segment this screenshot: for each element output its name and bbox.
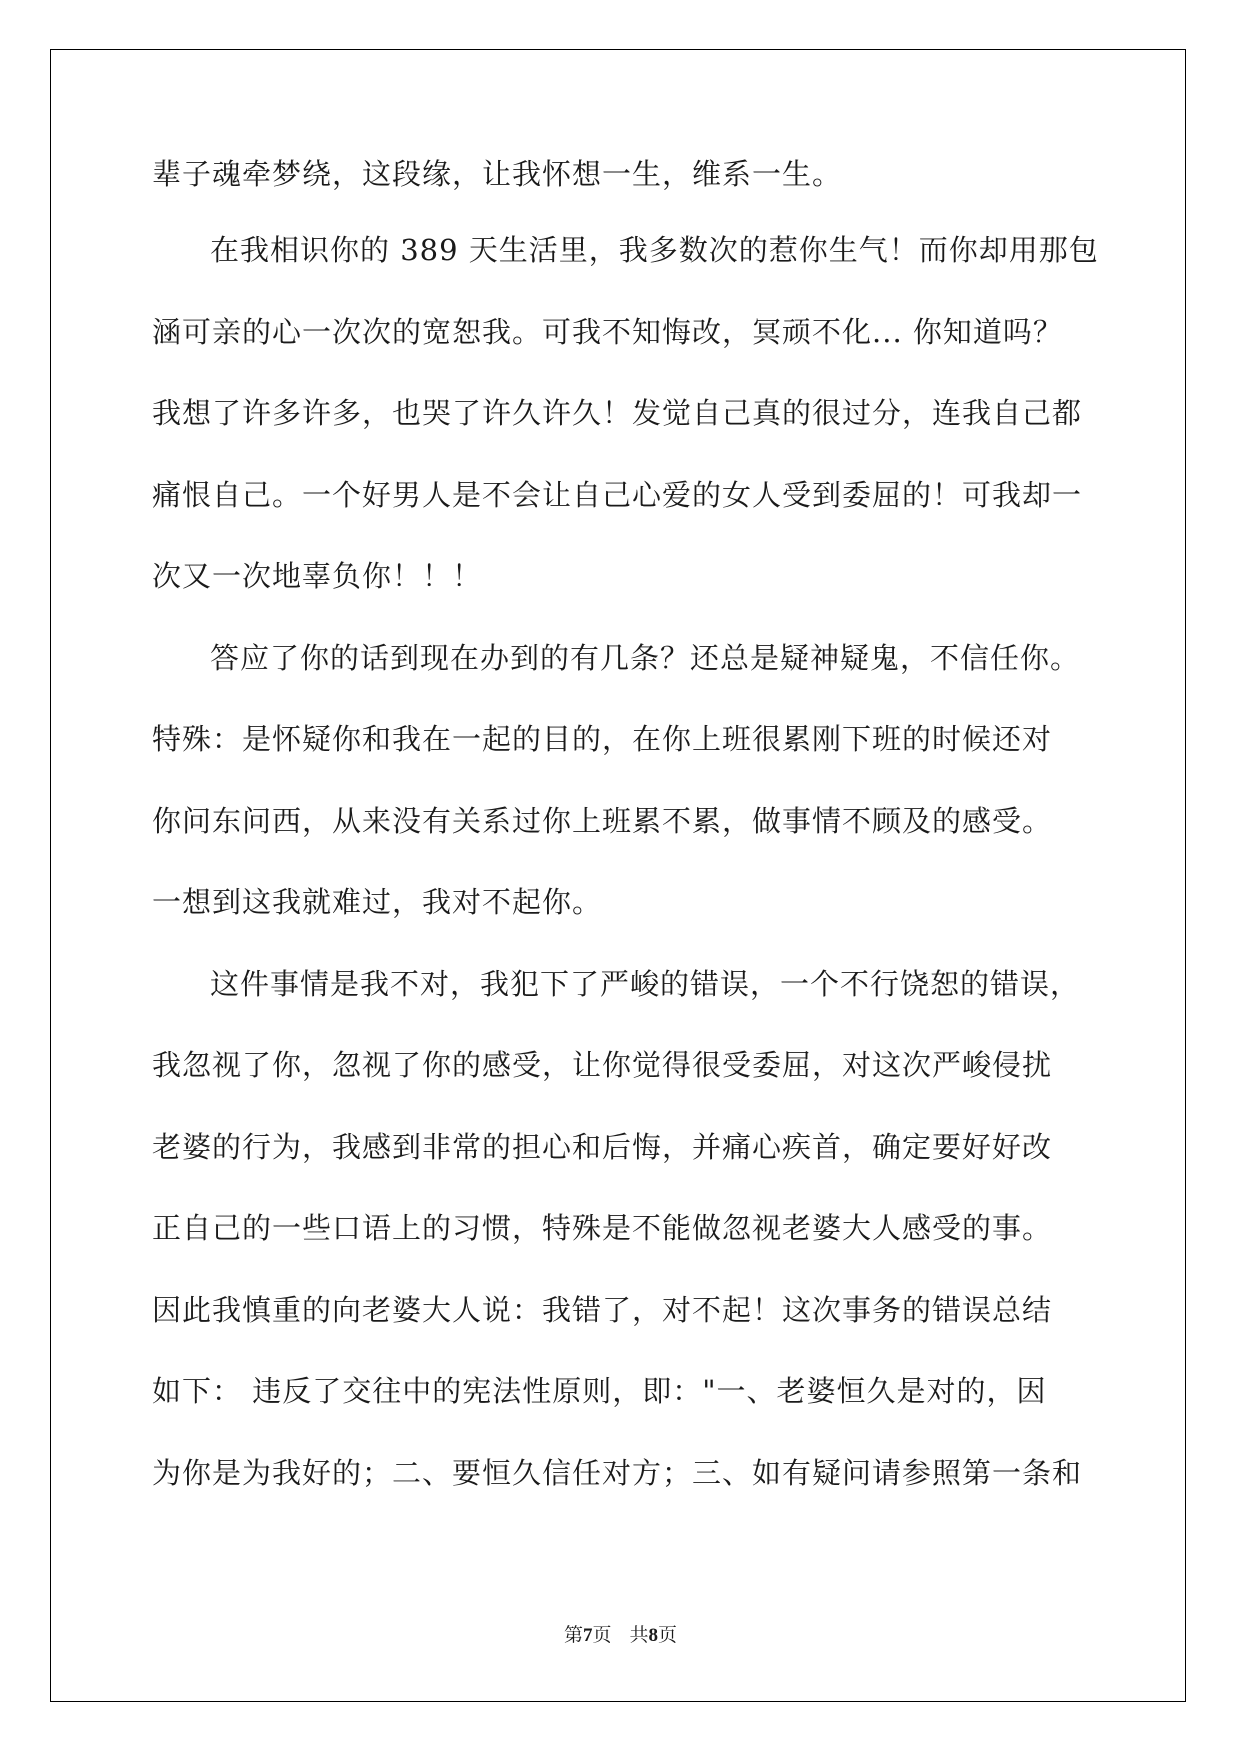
text-line: 痛恨自己。一个好男人是不会让自己心爱的女人受到委屈的！可我却一: [152, 478, 1083, 512]
text-line: 答应了你的话到现在办到的有几条？还总是疑神疑鬼，不信任你。: [210, 641, 1081, 675]
text-line: 涵可亲的心一次次的宽恕我。可我不知悔改，冥顽不化... 你知道吗？: [152, 315, 1063, 349]
page-footer: [0, 1620, 1241, 1647]
text-line: 如下： 违反了交往中的宪法性原则，即："一、老婆恒久是对的，因: [152, 1374, 1047, 1408]
page-current: 7: [582, 1625, 593, 1646]
text-line: 在我相识你的 389 天生活里，我多数次的惹你生气！而你却用那包: [210, 233, 1099, 267]
text-line: 老婆的行为，我感到非常的担心和后悔，并痛心疾首，确定要好好改: [152, 1130, 1053, 1164]
text-line: 你问东问西，从来没有关系过你上班累不累，做事情不顾及的感受。: [152, 804, 1053, 838]
page-total: 8: [648, 1625, 659, 1646]
text-line: 为你是为我好的；二、要恒久信任对方；三、如有疑问请参照第一条和: [152, 1456, 1083, 1490]
text-line: 次又一次地辜负你！！！: [152, 559, 483, 593]
text-line: 一想到这我就难过，我对不起你。: [152, 885, 603, 919]
text-line: 我想了许多许多，也哭了许久许久！发觉自己真的很过分，连我自己都: [152, 396, 1083, 430]
total-prefix: 共: [629, 1625, 649, 1646]
total-suffix: 页: [658, 1625, 678, 1646]
text-line: 我忽视了你，忽视了你的感受，让你觉得很受委屈，对这次严峻侵扰: [152, 1048, 1053, 1082]
text-line: 正自己的一些口语上的习惯，特殊是不能做忽视老婆大人感受的事。: [152, 1211, 1053, 1245]
text-line: 因此我慎重的向老婆大人说：我错了，对不起！这次事务的错误总结: [152, 1293, 1053, 1327]
page-mid: 页: [592, 1625, 612, 1646]
page-prefix: 第: [563, 1625, 583, 1646]
text-line: 辈子魂牵梦绕，这段缘，让我怀想一生，维系一生。: [152, 157, 843, 191]
text-line: 特殊：是怀疑你和我在一起的目的，在你上班很累刚下班的时候还对: [152, 722, 1053, 756]
text-line: 这件事情是我不对，我犯下了严峻的错误，一个不行饶恕的错误，: [210, 967, 1081, 1001]
